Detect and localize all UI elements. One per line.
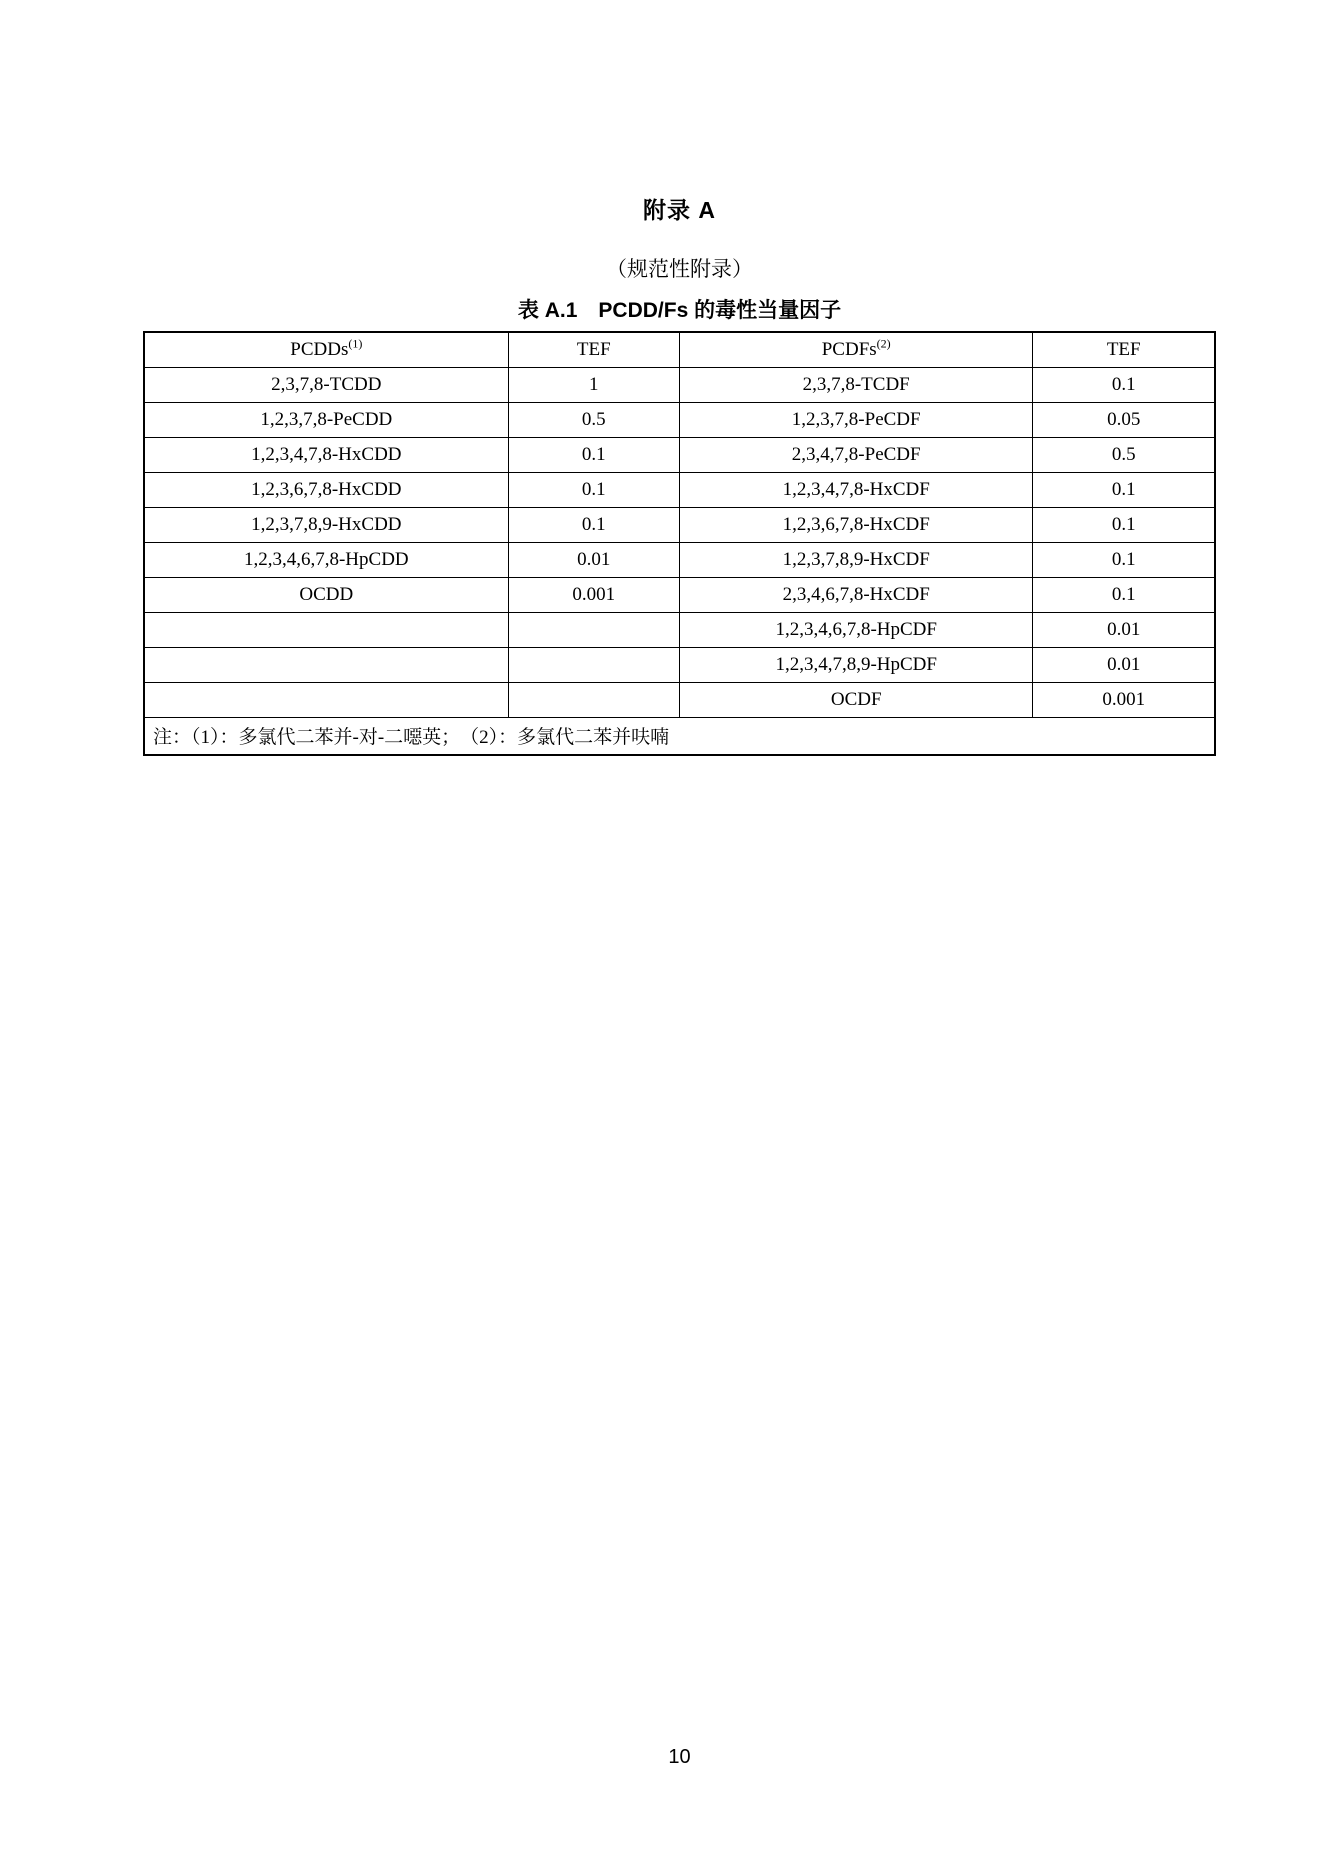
table-row: [144, 402, 1215, 437]
pcdd-name-cell: 1,2,3,7,8,9-HxCDD: [144, 507, 508, 542]
pcdds-superscript: (1): [348, 336, 363, 351]
table-row: [144, 437, 1215, 472]
pcdf-tef-cell: 0.1: [1033, 367, 1215, 402]
pcdfs-superscript: (2): [876, 336, 891, 351]
table-row: [144, 682, 1215, 717]
table-note: 注：（1）：多氯代二苯并-对-二噁英； （2）：多氯代二苯并呋喃: [144, 717, 1215, 755]
pcdf-tef-cell: 0.1: [1033, 577, 1215, 612]
col-header-pcdfs: PCDFs$^{(2)}$: [679, 332, 1032, 367]
pcdf-tef-cell: 0.01: [1033, 612, 1215, 647]
table-row: [144, 647, 1215, 682]
appendix-title: 附录 A: [643, 197, 716, 223]
pcdd-tef-cell: 1: [508, 367, 679, 402]
pcdf-tef-cell: 0.01: [1033, 647, 1215, 682]
pcdf-name-cell: OCDF: [679, 682, 1032, 717]
col-header-tef-left: TEF: [508, 332, 679, 367]
pcdf-name-cell: 1,2,3,4,7,8,9-HpCDF: [679, 647, 1032, 682]
table-row: [144, 367, 1215, 402]
pcdd-tef-cell: [508, 682, 679, 717]
col-header-pcdds: PCDDs$^{(1)}$: [144, 332, 508, 367]
pcdf-tef-cell: 0.1: [1033, 472, 1215, 507]
pcdd-tef-cell: 0.1: [508, 437, 679, 472]
note-row: [144, 717, 1215, 755]
table-row: [144, 577, 1215, 612]
table-caption: 表 A.1 PCDD/Fs 的毒性当量因子: [517, 299, 842, 322]
pcdd-tef-cell: [508, 647, 679, 682]
appendix-subtitle: （规范性附录）: [606, 257, 753, 281]
pcdf-tef-cell: 0.5: [1033, 437, 1215, 472]
pcdf-name-cell: 1,2,3,7,8-PeCDF: [679, 402, 1032, 437]
pcdd-name-cell: 2,3,7,8-TCDD: [144, 367, 508, 402]
pcdf-name-cell: 1,2,3,4,6,7,8-HpCDF: [679, 612, 1032, 647]
table-row: [144, 542, 1215, 577]
pcdf-name-cell: 1,2,3,7,8,9-HxCDF: [679, 542, 1032, 577]
pcdd-tef-cell: 0.5: [508, 402, 679, 437]
pcdd-name-cell: 1,2,3,4,7,8-HxCDD: [144, 437, 508, 472]
pcdd-name-cell: [144, 612, 508, 647]
pcdd-name-cell: 1,2,3,6,7,8-HxCDD: [144, 472, 508, 507]
table-row: [144, 507, 1215, 542]
pcdf-tef-cell: 0.001: [1033, 682, 1215, 717]
pcdd-tef-cell: 0.001: [508, 577, 679, 612]
pcdd-name-cell: [144, 682, 508, 717]
page-content: [143, 0, 1216, 756]
pcdf-tef-cell: 0.1: [1033, 507, 1215, 542]
pcdd-name-cell: OCDD: [144, 577, 508, 612]
pcdd-tef-cell: [508, 612, 679, 647]
page-number: 10: [668, 1746, 691, 1768]
pcdf-name-cell: 1,2,3,4,7,8-HxCDF: [679, 472, 1032, 507]
table-row: [144, 472, 1215, 507]
header-row: [144, 332, 1215, 367]
pcdf-name-cell: 2,3,7,8-TCDF: [679, 367, 1032, 402]
pcdd-tef-cell: 0.1: [508, 507, 679, 542]
pcdf-tef-cell: 0.05: [1033, 402, 1215, 437]
pcdf-name-cell: 1,2,3,6,7,8-HxCDF: [679, 507, 1032, 542]
pcdd-name-cell: [144, 647, 508, 682]
pcdf-tef-cell: 0.1: [1033, 542, 1215, 577]
table-row: [144, 612, 1215, 647]
pcdf-name-cell: 2,3,4,7,8-PeCDF: [679, 437, 1032, 472]
tef-table: [143, 331, 1216, 756]
pcdd-tef-cell: 0.1: [508, 472, 679, 507]
pcdf-name-cell: 2,3,4,6,7,8-HxCDF: [679, 577, 1032, 612]
col-header-tef-right: TEF: [1033, 332, 1215, 367]
pcdd-name-cell: 1,2,3,7,8-PeCDD: [144, 402, 508, 437]
pcdd-tef-cell: 0.01: [508, 542, 679, 577]
pcdd-name-cell: 1,2,3,4,6,7,8-HpCDD: [144, 542, 508, 577]
